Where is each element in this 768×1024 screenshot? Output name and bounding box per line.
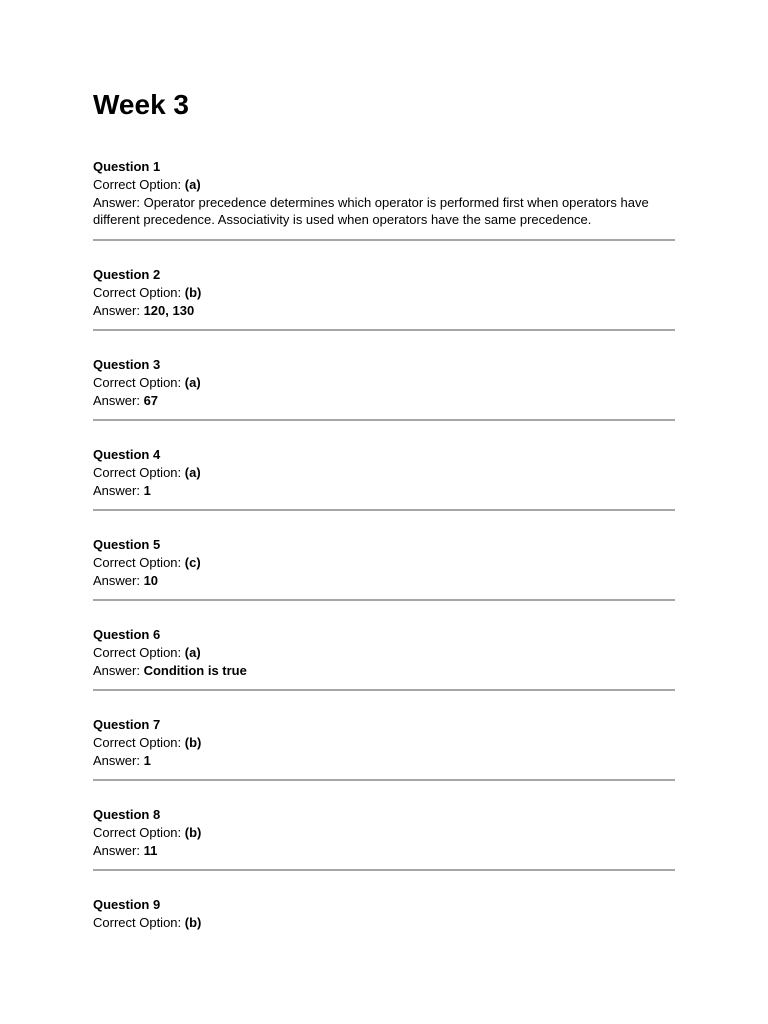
answer-value: 120, 130	[143, 302, 195, 318]
question-block-4	[93, 446, 675, 499]
answer-label: Answer:	[93, 752, 144, 768]
correct-option-label: Correct Option:	[93, 554, 185, 570]
correct-option-value: (b)	[184, 734, 202, 750]
question-heading: Question 5	[93, 537, 161, 552]
correct-option-value: (a)	[184, 464, 201, 480]
divider	[93, 869, 675, 871]
question-block-8	[93, 806, 675, 859]
correct-option-line	[93, 824, 675, 842]
question-heading: Question 1	[93, 159, 161, 174]
correct-option-value: (a)	[184, 644, 201, 660]
question-heading: Question 8	[93, 807, 161, 822]
correct-option-label: Correct Option:	[93, 644, 185, 660]
question-heading: Question 4	[93, 447, 161, 462]
question-block-1	[93, 158, 675, 229]
correct-option-value: (a)	[184, 176, 201, 192]
correct-option-label: Correct Option:	[93, 284, 185, 300]
question-block-5	[93, 536, 675, 589]
question-heading: Question 9	[93, 897, 161, 912]
question-heading: Question 3	[93, 357, 161, 372]
answer-line	[93, 662, 675, 680]
question-heading: Question 7	[93, 717, 161, 732]
answer-value: 10	[143, 572, 159, 588]
answer-label: Answer:	[93, 392, 144, 408]
question-block-7	[93, 716, 675, 769]
correct-option-label: Correct Option:	[93, 176, 185, 192]
answer-line	[93, 572, 675, 590]
divider	[93, 779, 675, 781]
correct-option-value: (c)	[184, 554, 201, 570]
divider	[93, 419, 675, 421]
correct-option-value: (b)	[184, 914, 202, 930]
answer-label: Answer:	[93, 194, 144, 210]
question-heading: Question 6	[93, 627, 161, 642]
correct-option-label: Correct Option:	[93, 824, 185, 840]
answer-line	[93, 482, 675, 500]
correct-option-value: (b)	[184, 284, 202, 300]
answer-line	[93, 392, 675, 410]
correct-option-line	[93, 914, 675, 932]
answer-label: Answer:	[93, 842, 144, 858]
answer-value: 67	[143, 392, 159, 408]
answer-label: Answer:	[93, 662, 144, 678]
question-block-3	[93, 356, 675, 409]
question-block-2	[93, 266, 675, 319]
correct-option-label: Correct Option:	[93, 734, 185, 750]
divider	[93, 509, 675, 511]
answer-value: Condition is true	[143, 662, 247, 678]
correct-option-label: Correct Option:	[93, 374, 185, 390]
answer-line	[93, 194, 675, 230]
correct-option-line	[93, 464, 675, 482]
correct-option-line	[93, 644, 675, 662]
answer-label: Answer:	[93, 482, 144, 498]
correct-option-value: (b)	[184, 824, 202, 840]
divider	[93, 329, 675, 331]
correct-option-line	[93, 554, 675, 572]
question-block-6	[93, 626, 675, 679]
correct-option-label: Correct Option:	[93, 464, 185, 480]
question-heading: Question 2	[93, 267, 161, 282]
answer-label: Answer:	[93, 302, 144, 318]
divider	[93, 689, 675, 691]
correct-option-line	[93, 734, 675, 752]
answer-text: Operator precedence determines which operator is performed first when operators have different precedence. Associativity is used when operators have the same precedence.	[93, 194, 649, 228]
correct-option-line	[93, 176, 675, 194]
page-title: Week 3	[93, 89, 189, 120]
question-block-9	[93, 896, 675, 932]
answer-value: 1	[143, 752, 151, 768]
divider	[93, 239, 675, 241]
answer-label: Answer:	[93, 572, 144, 588]
answer-line	[93, 842, 675, 860]
answer-value: 1	[143, 482, 151, 498]
correct-option-line	[93, 284, 675, 302]
correct-option-label: Correct Option:	[93, 914, 185, 930]
answer-line	[93, 752, 675, 770]
correct-option-value: (a)	[184, 374, 201, 390]
divider	[93, 599, 675, 601]
correct-option-line	[93, 374, 675, 392]
answer-line	[93, 302, 675, 320]
answer-value: 11	[143, 842, 158, 858]
